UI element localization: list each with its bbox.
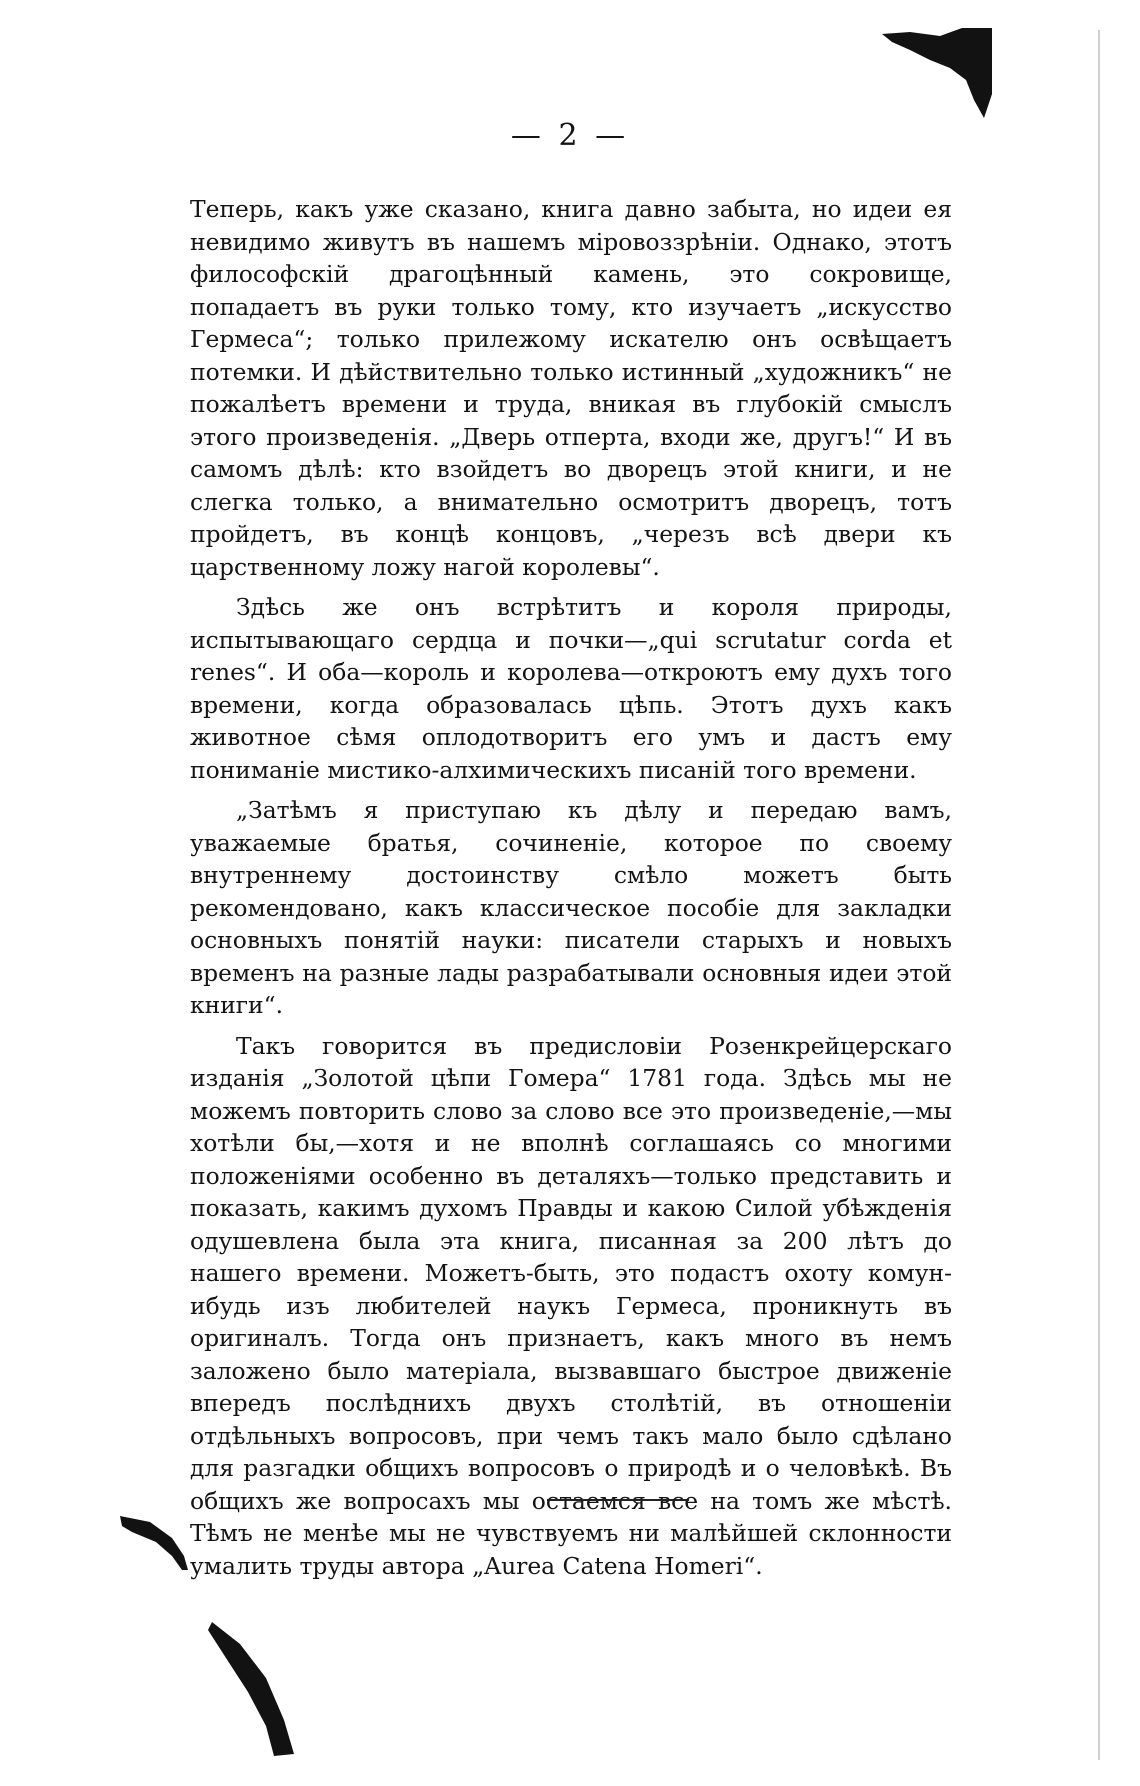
body-text [190, 193, 952, 1590]
scan-smudge-top-right [880, 28, 1000, 123]
scan-edge-line [1098, 30, 1100, 1760]
paragraph-2: Здѣсь же онъ встрѣтитъ и короля природы, испытывающаго сердца и почки—„qui scrutatur corda et renes“. И оба—король и королева—откроютъ ему духъ того времени, когда образовалась цѣпь. Этотъ духъ какъ животное сѣмя оплодотворитъ его умъ и дастъ ему пониманіе мистико-алхимическихъ писаній того времени. [190, 593, 952, 784]
paragraph-3: „Затѣмъ я приступаю къ дѣлу и передаю вамъ, уважаемые братья, сочиненіе, которое по своему внутреннему достоинству смѣло можетъ быть рекомендовано, какъ классическое пособіе для закладки основныхъ понятій науки: писатели старыхъ и новыхъ временъ на разные лады разрабатывали основныя идеи этой книги“. [190, 796, 952, 1019]
paragraph-1: Теперь, какъ уже сказано, книга давно забыта, но идеи ея невидимо живутъ въ нашемъ міровоззрѣніи. Однако, этотъ философскій драгоцѣнный камень, это сокровище, попадаетъ въ руки только тому, кто изучаетъ „искусство Гермеса“; только прилежому искателю онъ освѣщаетъ потемки. И дѣйствительно только истинный „художникъ“ не пожалѣетъ времени и труда, вникая въ глубокій смыслъ этого произведенія. „Дверь отперта, входи же, другъ!“ И въ самомъ дѣлѣ: кто взойдетъ во дворецъ этой книги, и не слегка только, а внимательно осмотритъ дворецъ, тотъ пройдетъ, въ концѣ концовъ, „черезъ всѣ двери къ царственному ложу нагой королевы“. [190, 195, 952, 581]
page-number: — 2 — [510, 118, 630, 153]
section-divider [547, 1499, 689, 1501]
paragraph-4: Такъ говорится въ предисловіи Розенкрейцерскаго изданія „Золотой цѣпи Гомера“ 1781 года. Здѣсь мы не можемъ повторить слово за слово все это произведеніе,—мы хотѣли бы,—хотя и не вполнѣ соглашаясь со многими положеніями особенно въ деталяхъ—только представить и показать, какимъ духомъ Правды и какою Силой убѣжденія одушевлена была эта книга, писанная за 200 лѣтъ до нашего времени. Можетъ-быть, это подастъ охоту комун-ибудь изъ любителей наукъ Гермеса, проникнуть въ оригиналъ. Тогда онъ признаетъ, какъ много въ немъ заложено было матеріала, вызвавшаго быстрое движеніе впередъ послѣднихъ двухъ столѣтій, въ отношеніи отдѣльныхъ вопросовъ, при чемъ такъ мало было сдѣлано для разгадки общихъ вопросовъ о природѣ и о человѣкѣ. Въ общихъ же вопросахъ мы остаемся все на томъ же мѣстѣ. Тѣмъ не менѣе мы не чувствуемъ ни малѣйшей склонности умалить труды автора „Aurea Catena Homeri“. [190, 1031, 952, 1580]
